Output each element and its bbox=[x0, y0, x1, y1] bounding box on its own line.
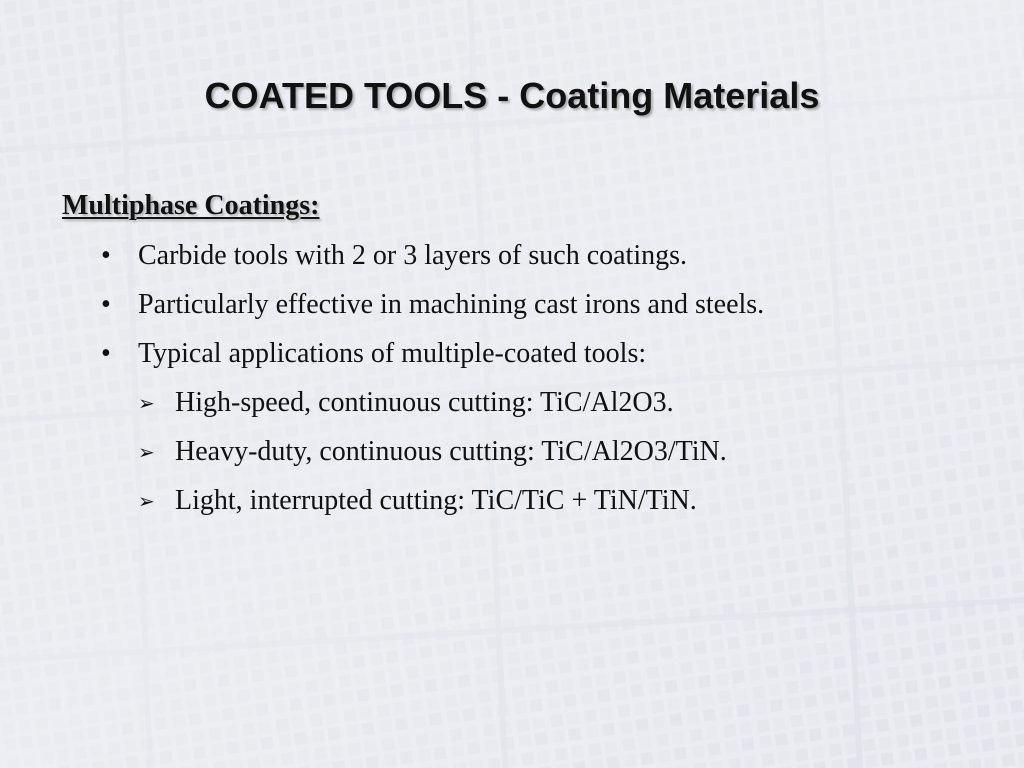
sub-bullet-text: Heavy-duty, continuous cutting: TiC/Al2O3/TiN. bbox=[175, 436, 727, 467]
sub-bullet-text: High-speed, continuous cutting: TiC/Al2O3. bbox=[175, 387, 674, 418]
bullet-text: Particularly effective in machining cast irons and steels. bbox=[138, 289, 765, 320]
bullet-marker-icon: • bbox=[101, 289, 111, 320]
section-heading: Multiphase Coatings: bbox=[62, 190, 320, 221]
bullet-marker-icon: • bbox=[101, 338, 111, 369]
slide-title: COATED TOOLS - Coating Materials bbox=[204, 75, 820, 116]
bullet-marker-icon: • bbox=[101, 240, 111, 271]
bullet-text: Typical applications of multiple-coated tools: bbox=[138, 338, 647, 369]
bullet-text: Carbide tools with 2 or 3 layers of such coatings. bbox=[138, 240, 688, 271]
arrow-bullet-icon: ➢ bbox=[138, 440, 155, 464]
arrow-bullet-icon: ➢ bbox=[138, 391, 155, 415]
sub-bullet-text: Light, interrupted cutting: TiC/TiC + TiN/TiN. bbox=[175, 485, 697, 516]
arrow-bullet-icon: ➢ bbox=[138, 489, 155, 513]
